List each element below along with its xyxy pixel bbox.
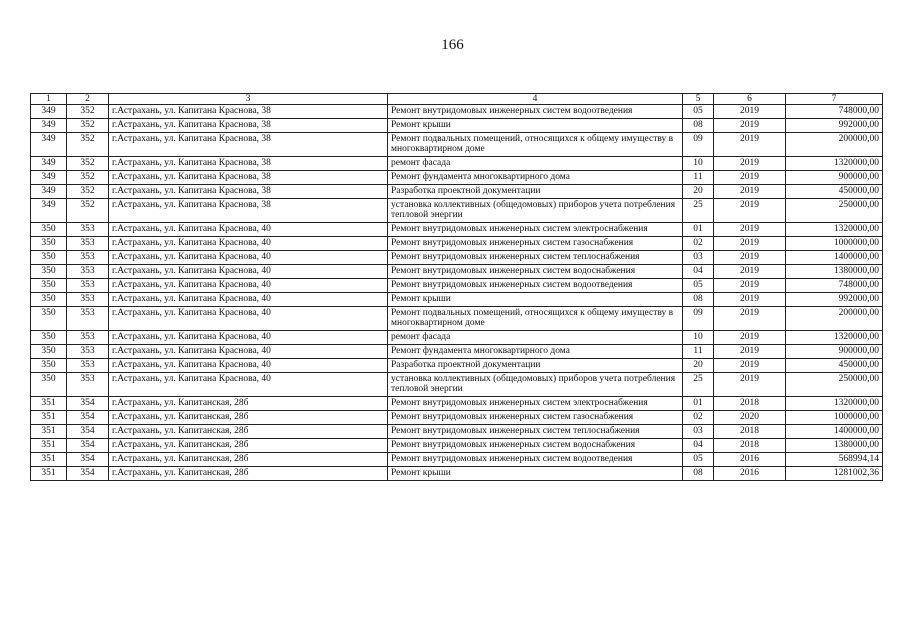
row-number-cell: 350: [31, 331, 67, 345]
year-cell: 2019: [714, 331, 786, 345]
year-cell: 2019: [714, 373, 786, 397]
table-row: [31, 397, 883, 411]
house-id-cell: 354: [67, 467, 109, 481]
row-number-cell: 350: [31, 265, 67, 279]
row-number-cell: 351: [31, 439, 67, 453]
cost-cell: 900000,00: [786, 171, 883, 185]
cost-cell: 748000,00: [786, 105, 883, 119]
work-type-cell: Ремонт внутридомовых инженерных систем теплоснабжения: [388, 425, 683, 439]
row-number-cell: 350: [31, 279, 67, 293]
work-code-cell: 05: [683, 453, 714, 467]
year-cell: 2019: [714, 133, 786, 157]
work-code-cell: 04: [683, 439, 714, 453]
year-cell: 2019: [714, 345, 786, 359]
house-id-cell: 354: [67, 397, 109, 411]
table-row: [31, 133, 883, 157]
cost-cell: 1400000,00: [786, 425, 883, 439]
work-code-cell: 09: [683, 307, 714, 331]
work-code-cell: 03: [683, 251, 714, 265]
row-number-cell: 350: [31, 373, 67, 397]
house-id-cell: 352: [67, 185, 109, 199]
cost-cell: 450000,00: [786, 359, 883, 373]
cost-cell: 250000,00: [786, 199, 883, 223]
year-cell: 2020: [714, 411, 786, 425]
work-code-cell: 11: [683, 345, 714, 359]
cost-cell: 992000,00: [786, 293, 883, 307]
row-number-cell: 349: [31, 185, 67, 199]
row-number-cell: 350: [31, 359, 67, 373]
cost-cell: 1281002,36: [786, 467, 883, 481]
address-cell: г.Астрахань, ул. Капитанская, 28б: [109, 397, 388, 411]
work-code-cell: 01: [683, 397, 714, 411]
year-cell: 2019: [714, 157, 786, 171]
cost-cell: 1000000,00: [786, 411, 883, 425]
work-code-cell: 02: [683, 237, 714, 251]
work-type-cell: Разработка проектной документации: [388, 185, 683, 199]
table-row: [31, 199, 883, 223]
table-row: [31, 293, 883, 307]
work-code-cell: 04: [683, 265, 714, 279]
table-row: [31, 467, 883, 481]
table-row: [31, 331, 883, 345]
cost-cell: 1380000,00: [786, 439, 883, 453]
header-col-2: 2: [67, 94, 109, 105]
house-id-cell: 353: [67, 373, 109, 397]
work-code-cell: 05: [683, 279, 714, 293]
table-row: [31, 171, 883, 185]
address-cell: г.Астрахань, ул. Капитана Краснова, 40: [109, 251, 388, 265]
house-id-cell: 353: [67, 307, 109, 331]
header-col-7: 7: [786, 94, 883, 105]
year-cell: 2019: [714, 223, 786, 237]
work-code-cell: 25: [683, 199, 714, 223]
work-code-cell: 08: [683, 119, 714, 133]
cost-cell: 900000,00: [786, 345, 883, 359]
row-number-cell: 350: [31, 223, 67, 237]
address-cell: г.Астрахань, ул. Капитанская, 28б: [109, 439, 388, 453]
address-cell: г.Астрахань, ул. Капитана Краснова, 40: [109, 359, 388, 373]
work-code-cell: 20: [683, 185, 714, 199]
address-cell: г.Астрахань, ул. Капитана Краснова, 40: [109, 331, 388, 345]
row-number-cell: 351: [31, 411, 67, 425]
work-type-cell: Ремонт внутридомовых инженерных систем электроснабжения: [388, 397, 683, 411]
table-body: [31, 105, 883, 481]
cost-cell: 1320000,00: [786, 157, 883, 171]
address-cell: г.Астрахань, ул. Капитана Краснова, 38: [109, 105, 388, 119]
address-cell: г.Астрахань, ул. Капитана Краснова, 40: [109, 237, 388, 251]
year-cell: 2019: [714, 185, 786, 199]
cost-cell: 1400000,00: [786, 251, 883, 265]
year-cell: 2019: [714, 359, 786, 373]
row-number-cell: 350: [31, 293, 67, 307]
table-row: [31, 307, 883, 331]
year-cell: 2019: [714, 279, 786, 293]
work-code-cell: 10: [683, 157, 714, 171]
work-type-cell: Ремонт внутридомовых инженерных систем теплоснабжения: [388, 251, 683, 265]
year-cell: 2019: [714, 251, 786, 265]
house-id-cell: 354: [67, 453, 109, 467]
cost-cell: 748000,00: [786, 279, 883, 293]
row-number-cell: 349: [31, 199, 67, 223]
work-code-cell: 05: [683, 105, 714, 119]
row-number-cell: 350: [31, 251, 67, 265]
work-type-cell: Ремонт внутридомовых инженерных систем водоотведения: [388, 279, 683, 293]
year-cell: 2016: [714, 467, 786, 481]
table-row: [31, 237, 883, 251]
work-type-cell: Ремонт внутридомовых инженерных систем водоснабжения: [388, 265, 683, 279]
row-number-cell: 349: [31, 119, 67, 133]
year-cell: 2019: [714, 293, 786, 307]
header-col-6: 6: [714, 94, 786, 105]
cost-cell: 200000,00: [786, 133, 883, 157]
cost-cell: 250000,00: [786, 373, 883, 397]
work-type-cell: Ремонт фундамента многоквартирного дома: [388, 171, 683, 185]
row-number-cell: 349: [31, 105, 67, 119]
work-code-cell: 10: [683, 331, 714, 345]
table-row: [31, 265, 883, 279]
year-cell: 2016: [714, 453, 786, 467]
house-id-cell: 354: [67, 425, 109, 439]
address-cell: г.Астрахань, ул. Капитана Краснова, 38: [109, 157, 388, 171]
row-number-cell: 351: [31, 425, 67, 439]
year-cell: 2019: [714, 307, 786, 331]
header-col-1: 1: [31, 94, 67, 105]
cost-cell: 450000,00: [786, 185, 883, 199]
page-number: 166: [441, 37, 464, 53]
work-type-cell: Разработка проектной документации: [388, 359, 683, 373]
table-row: [31, 359, 883, 373]
header-row: [31, 94, 883, 105]
house-id-cell: 353: [67, 265, 109, 279]
work-type-cell: ремонт фасада: [388, 331, 683, 345]
house-id-cell: 352: [67, 119, 109, 133]
address-cell: г.Астрахань, ул. Капитана Краснова, 40: [109, 293, 388, 307]
work-code-cell: 25: [683, 373, 714, 397]
work-type-cell: Ремонт внутридомовых инженерных систем электроснабжения: [388, 223, 683, 237]
house-id-cell: 353: [67, 237, 109, 251]
table-row: [31, 119, 883, 133]
row-number-cell: 351: [31, 453, 67, 467]
row-number-cell: 351: [31, 467, 67, 481]
header-col-5: 5: [683, 94, 714, 105]
house-id-cell: 352: [67, 199, 109, 223]
table-row: [31, 223, 883, 237]
address-cell: г.Астрахань, ул. Капитанская, 28б: [109, 467, 388, 481]
work-code-cell: 08: [683, 467, 714, 481]
year-cell: 2018: [714, 439, 786, 453]
row-number-cell: 349: [31, 171, 67, 185]
work-code-cell: 09: [683, 133, 714, 157]
address-cell: г.Астрахань, ул. Капитана Краснова, 40: [109, 307, 388, 331]
work-code-cell: 01: [683, 223, 714, 237]
work-type-cell: Ремонт внутридомовых инженерных систем водоотведения: [388, 105, 683, 119]
work-type-cell: Ремонт внутридомовых инженерных систем водоснабжения: [388, 439, 683, 453]
address-cell: г.Астрахань, ул. Капитана Краснова, 40: [109, 345, 388, 359]
table-row: [31, 105, 883, 119]
repair-schedule-table: [30, 93, 883, 481]
cost-cell: 1000000,00: [786, 237, 883, 251]
work-type-cell: Ремонт подвальных помещений, относящихся к общему имуществу в многоквартирном доме: [388, 307, 683, 331]
address-cell: г.Астрахань, ул. Капитана Краснова, 38: [109, 199, 388, 223]
address-cell: г.Астрахань, ул. Капитанская, 28б: [109, 425, 388, 439]
row-number-cell: 350: [31, 307, 67, 331]
work-code-cell: 03: [683, 425, 714, 439]
header-col-4: 4: [388, 94, 683, 105]
house-id-cell: 353: [67, 223, 109, 237]
house-id-cell: 353: [67, 359, 109, 373]
work-code-cell: 11: [683, 171, 714, 185]
year-cell: 2019: [714, 237, 786, 251]
address-cell: г.Астрахань, ул. Капитана Краснова, 38: [109, 119, 388, 133]
cost-cell: 992000,00: [786, 119, 883, 133]
house-id-cell: 352: [67, 105, 109, 119]
cost-cell: 1380000,00: [786, 265, 883, 279]
year-cell: 2019: [714, 265, 786, 279]
cost-cell: 200000,00: [786, 307, 883, 331]
table-row: [31, 439, 883, 453]
address-cell: г.Астрахань, ул. Капитанская, 28б: [109, 453, 388, 467]
house-id-cell: 353: [67, 293, 109, 307]
table-row: [31, 157, 883, 171]
work-type-cell: ремонт фасада: [388, 157, 683, 171]
table-row: [31, 373, 883, 397]
year-cell: 2019: [714, 105, 786, 119]
table-row: [31, 345, 883, 359]
cost-cell: 568994,14: [786, 453, 883, 467]
table-row: [31, 251, 883, 265]
table-row: [31, 425, 883, 439]
house-id-cell: 352: [67, 157, 109, 171]
house-id-cell: 352: [67, 171, 109, 185]
address-cell: г.Астрахань, ул. Капитана Краснова, 38: [109, 171, 388, 185]
cost-cell: 1320000,00: [786, 223, 883, 237]
header-col-3: 3: [109, 94, 388, 105]
row-number-cell: 350: [31, 345, 67, 359]
work-type-cell: Ремонт внутридомовых инженерных систем газоснабжения: [388, 411, 683, 425]
table-row: [31, 185, 883, 199]
work-type-cell: Ремонт фундамента многоквартирного дома: [388, 345, 683, 359]
year-cell: 2019: [714, 199, 786, 223]
cost-cell: 1320000,00: [786, 331, 883, 345]
house-id-cell: 352: [67, 133, 109, 157]
table-row: [31, 453, 883, 467]
work-type-cell: Ремонт крыши: [388, 293, 683, 307]
cost-cell: 1320000,00: [786, 397, 883, 411]
work-type-cell: Ремонт внутридомовых инженерных систем водоотведения: [388, 453, 683, 467]
work-type-cell: установка коллективных (общедомовых) приборов учета потребления тепловой энергии: [388, 199, 683, 223]
house-id-cell: 354: [67, 439, 109, 453]
year-cell: 2018: [714, 397, 786, 411]
row-number-cell: 349: [31, 133, 67, 157]
work-type-cell: Ремонт крыши: [388, 467, 683, 481]
house-id-cell: 353: [67, 251, 109, 265]
table-row: [31, 411, 883, 425]
address-cell: г.Астрахань, ул. Капитана Краснова, 40: [109, 223, 388, 237]
work-type-cell: Ремонт крыши: [388, 119, 683, 133]
row-number-cell: 350: [31, 237, 67, 251]
work-type-cell: установка коллективных (общедомовых) приборов учета потребления тепловой энергии: [388, 373, 683, 397]
work-code-cell: 20: [683, 359, 714, 373]
house-id-cell: 354: [67, 411, 109, 425]
address-cell: г.Астрахань, ул. Капитанская, 28б: [109, 411, 388, 425]
year-cell: 2019: [714, 119, 786, 133]
table-row: [31, 279, 883, 293]
table-header: [31, 94, 883, 105]
work-code-cell: 02: [683, 411, 714, 425]
row-number-cell: 351: [31, 397, 67, 411]
work-type-cell: Ремонт внутридомовых инженерных систем газоснабжения: [388, 237, 683, 251]
address-cell: г.Астрахань, ул. Капитана Краснова, 38: [109, 133, 388, 157]
house-id-cell: 353: [67, 331, 109, 345]
work-code-cell: 08: [683, 293, 714, 307]
year-cell: 2019: [714, 171, 786, 185]
address-cell: г.Астрахань, ул. Капитана Краснова, 38: [109, 185, 388, 199]
address-cell: г.Астрахань, ул. Капитана Краснова, 40: [109, 279, 388, 293]
row-number-cell: 349: [31, 157, 67, 171]
house-id-cell: 353: [67, 279, 109, 293]
address-cell: г.Астрахань, ул. Капитана Краснова, 40: [109, 373, 388, 397]
year-cell: 2018: [714, 425, 786, 439]
work-type-cell: Ремонт подвальных помещений, относящихся к общему имуществу в многоквартирном доме: [388, 133, 683, 157]
house-id-cell: 353: [67, 345, 109, 359]
address-cell: г.Астрахань, ул. Капитана Краснова, 40: [109, 265, 388, 279]
